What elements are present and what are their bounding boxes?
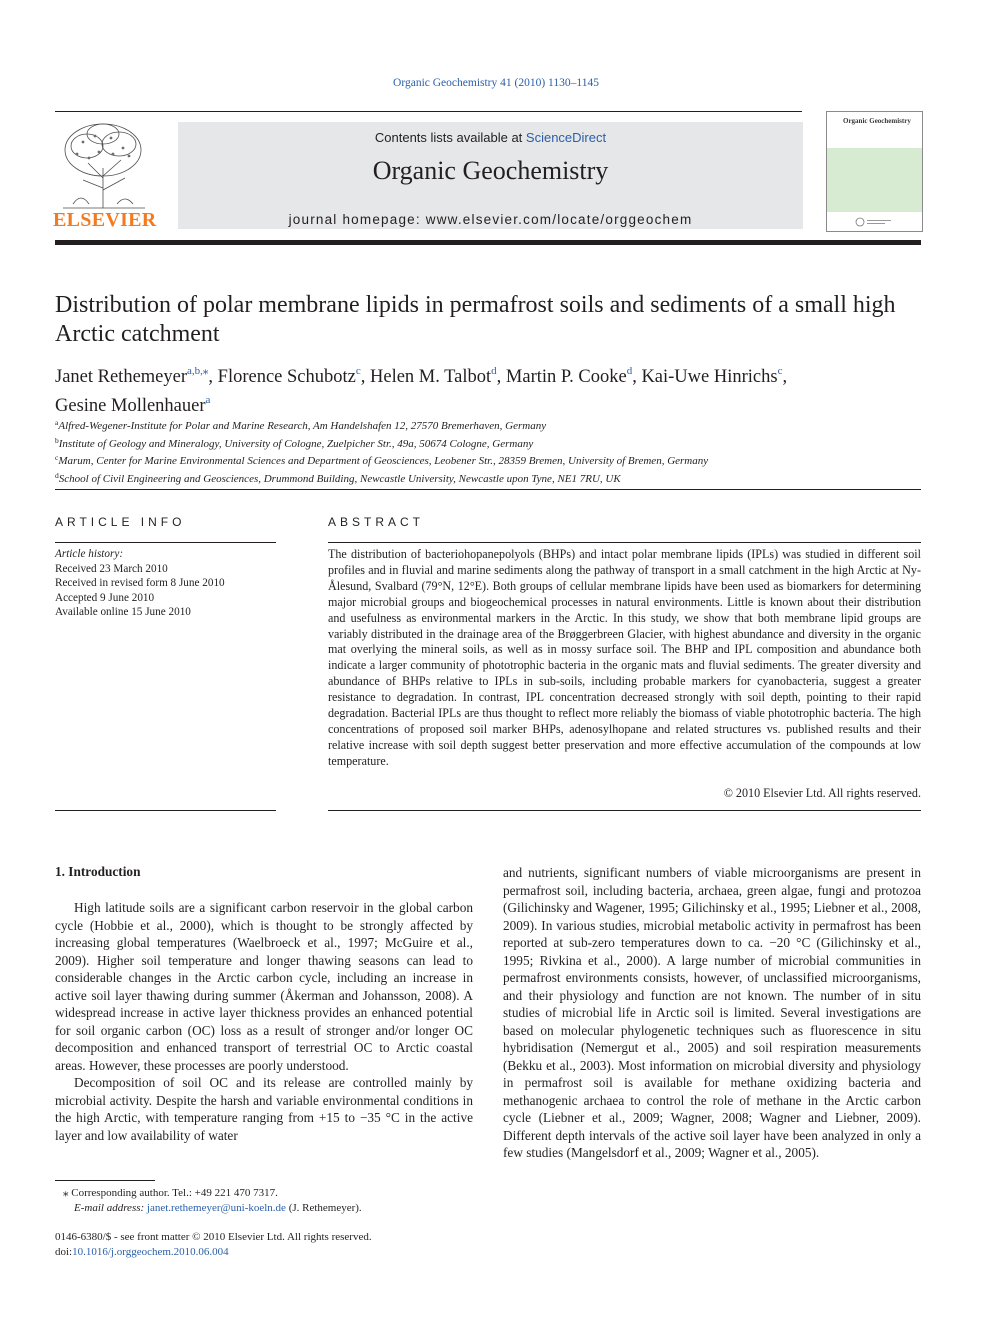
author-name: Gesine Mollenhauer	[55, 396, 206, 416]
journal-name: Organic Geochemistry	[372, 156, 609, 185]
cover-top	[827, 112, 922, 148]
author-separator: ,	[782, 367, 788, 387]
issn-block	[55, 1230, 473, 1259]
affiliation-key: d	[55, 470, 59, 480]
author-name: Martin P. Cooke	[505, 367, 627, 387]
affiliation-text: Institute of Geology and Mineralogy, University of Cologne, Zuelpicher Str., 49a, 50674 Cologne, Germany	[58, 437, 534, 450]
section-divider	[55, 489, 921, 490]
body-column-right	[503, 864, 921, 1162]
author-separator: ,	[496, 367, 506, 387]
affiliation-text: School of Civil Engineering and Geosciences, Drummond Building, Newcastle University, Newcastle upon Tyne, NE1 7RU, UK	[58, 472, 621, 485]
journal-homepage[interactable]: journal homepage: www.elsevier.com/locate/orggeochem	[288, 212, 693, 227]
author-name: Kai-Uwe Hinrichs	[641, 367, 778, 387]
body-column-left	[55, 899, 473, 1144]
elsevier-tree-icon	[53, 118, 155, 210]
history-item: Received in revised form 8 June 2010	[55, 577, 225, 589]
cover-title: Organic Geochemistry	[843, 117, 911, 125]
affiliation-text: Marum, Center for Marine Environmental Sciences and Department of Geosciences, Leobener Str., 28359 Bremen, University of Bremen, Germany	[58, 455, 709, 467]
header-divider	[55, 111, 802, 112]
author-affiliation-marker[interactable]: c	[777, 365, 783, 377]
article-info-heading: ARTICLE INFO	[55, 515, 186, 529]
history-label: Article history:	[55, 548, 124, 560]
history-item: Available online 15 June 2010	[55, 606, 191, 618]
author-name: Florence Schubotz	[217, 367, 356, 387]
author-affiliation-marker[interactable]: d	[491, 365, 497, 377]
body-paragraph: Decomposition of soil OC and its release are controlled mainly by microbial activity. Despite the harsh and variable environmental conditions in the high Arctic, with temperature ranging from +15 to −35 °C in the active layer and low availability of water	[55, 1075, 473, 1143]
affiliation-item	[55, 469, 921, 487]
author-separator: ,	[208, 367, 218, 387]
contents-prefix: Contents lists available at	[374, 130, 526, 145]
article-history	[55, 547, 276, 620]
author-list	[55, 360, 921, 418]
author-name: Janet Rethemeyer	[55, 367, 188, 387]
cover-band	[827, 148, 922, 212]
issn-line: 0146-6380/$ - see front matter © 2010 Elsevier Ltd. All rights reserved.	[55, 1231, 372, 1243]
header-thick-divider	[55, 240, 921, 245]
author-affiliation-marker[interactable]: c	[355, 365, 361, 377]
corresponding-author-note: ⁎ Corresponding author. Tel.: +49 221 470 7317.	[63, 1187, 278, 1199]
section-heading-introduction: 1. Introduction	[55, 864, 141, 879]
history-item: Accepted 9 June 2010	[55, 591, 155, 604]
elsevier-wordmark: ELSEVIER	[53, 209, 157, 231]
footnotes	[55, 1186, 473, 1215]
affiliation-text: Alfred-Wegener-Institute for Polar and Marine Research, Am Handelshafen 12, 27570 Bremerhaven, Germany	[58, 420, 547, 432]
journal-citation[interactable]: Organic Geochemistry 41 (2010) 1130–1145	[393, 77, 599, 89]
body-paragraph: and nutrients, significant numbers of viable microorganisms are present in permafrost soil, including bacteria, archaea, green algae, fungi and protozoa (Gilichinsky and Wagener, 1995; Gilichinsky et al., 1995; Liebner et al., 2008, 2009). In various studies, microbial metabolic activity in permafrost has been reported at sub-zero temperatures down to ca. −20 °C (Gilichinsky et al., 1995; Rivkina et al., 2000). A large number of microbial communities in permafrost environments consists, however, of unclassified microorganisms, and their physiology and function are not known. The number of in situ studies of microbial life in Arctic soil is limited. Several investigations are based on molecular phylogenetic techniques such as fluorescence in situ hybridisation (Nemergut et al., 2005) and soil respiration measurements (Bekku et al., 2003). Most information on microbial diversity and physiology in permafrost soil is available for methane oxidizing bacteria and methanogenic archaea to control the role of methane in the Arctic carbon cycle (Liebner et al., 2009; Wagner, 2008; Wagner and Liebner, 2009). Different depth intervals of the active soil layer have been analyzed in only a few studies (Mangelsdorf et al., 2009; Wagner et al., 2005).	[503, 865, 921, 1160]
article-title: Distribution of polar membrane lipids in permafrost soils and sediments of a small high Arctic catchment	[55, 292, 896, 347]
abstract-bottom-divider	[328, 810, 921, 811]
abstract-copyright: © 2010 Elsevier Ltd. All rights reserved.	[723, 786, 921, 800]
email-label: E-mail address:	[74, 1201, 147, 1214]
abstract-text: The distribution of bacteriohopanepolyols (BHPs) and intact polar membrane lipids (IPLs) was studied in different soil profiles and in fluvial and marine sediments along the pathway of transport in a small catchment in the high Arctic at Ny-Ålesund, Svalbard (79°N, 12°E). Both groups of cellular membrane lipids have been used as biomarkers for determining major microbial groups and biogeochemical processes in natural environments. Little is known about their distribution and usefulness as environmental markers in the Arctic. In this study, we show that both membrane lipid groups are variably distributed in the drainage area of the Brøggerbreen Glacier, with highest abundance and diversity in the organic mat overlying the mineral soils, as well as in mossy surface soil. The BHP and IPL composition and abundance both indicate a larger community of phototrophic bacteria in the organic mats and fluvial sediments. The greater diversity and abundance of BHPs relative to IPLs in sub-soils, including probable markers for cyanobacteria, suggest a greater resistance to degradation. In contrast, IPL concentration decreased strongly with soil depth, pointing to their rapid degradation. Bacterial IPLs are thus thought to reflect more reliably the biomass of viable phototrophic bacteria. The high concentrations of proposed soil marker BHPs, adenosylhopane and related structures vs. published results and their relative increase with soil depth suggest better preservation and more effective accumulation of the compounds at low temperature.	[328, 547, 921, 768]
cover-publisher-icon	[855, 217, 893, 227]
email-link[interactable]: janet.rethemeyer@uni-koeln.de	[146, 1201, 286, 1214]
affiliation-item	[55, 416, 921, 434]
sciencedirect-link[interactable]: ScienceDirect	[525, 130, 607, 145]
author-separator: ,	[632, 367, 642, 387]
author-affiliation-marker[interactable]: d	[626, 365, 633, 377]
author-affiliation-marker[interactable]: a,b,⁎	[187, 365, 209, 377]
abstract-divider	[328, 542, 921, 543]
history-item: Received 23 March 2010	[55, 562, 168, 575]
affiliation-list	[55, 416, 921, 486]
affiliation-key: b	[55, 435, 59, 445]
footnote-divider	[55, 1180, 155, 1181]
email-suffix: (J. Rethemeyer).	[285, 1201, 362, 1214]
doi-line	[55, 1245, 473, 1260]
email-note	[55, 1201, 473, 1216]
author-affiliation-marker[interactable]: a	[205, 394, 211, 406]
journal-cover-thumbnail[interactable]	[826, 111, 923, 232]
article-info-divider	[55, 542, 276, 543]
affiliation-item	[55, 434, 921, 452]
doi-label: doi:	[55, 1245, 73, 1258]
doi-link[interactable]: 10.1016/j.orggeochem.2010.06.004	[72, 1245, 229, 1258]
contents-line	[178, 130, 803, 145]
elsevier-logo[interactable]	[53, 118, 155, 232]
affiliation-item	[55, 451, 921, 469]
affiliation-key: c	[55, 453, 59, 462]
author-name: Helen M. Talbot	[370, 367, 492, 387]
body-paragraph: High latitude soils are a significant carbon reservoir in the global carbon cycle (Hobbie et al., 2000), which is thought to be strongly affected by increasing global temperatures (Waelbroeck et al., 1997; McGuire et al., 2009). Higher soil temperature and longer thawing seasons can lead to considerable changes in the Arctic carbon cycle, including an increase in active soil layer thawing during summer (Åkerman and Johansson, 2008). A widespread increase in active layer thickness provides an enhanced potential for soil organic carbon (OC) loss as a result of stronger and/or longer OC decomposition and enhanced transport of terrestrial OC to Arctic coastal areas. However, these processes are poorly understood.	[55, 900, 473, 1073]
article-info-bottom-divider	[55, 810, 276, 811]
journal-banner	[178, 122, 803, 229]
author-separator: ,	[360, 367, 370, 387]
affiliation-key: a	[55, 418, 59, 427]
abstract-heading: ABSTRACT	[328, 515, 425, 529]
